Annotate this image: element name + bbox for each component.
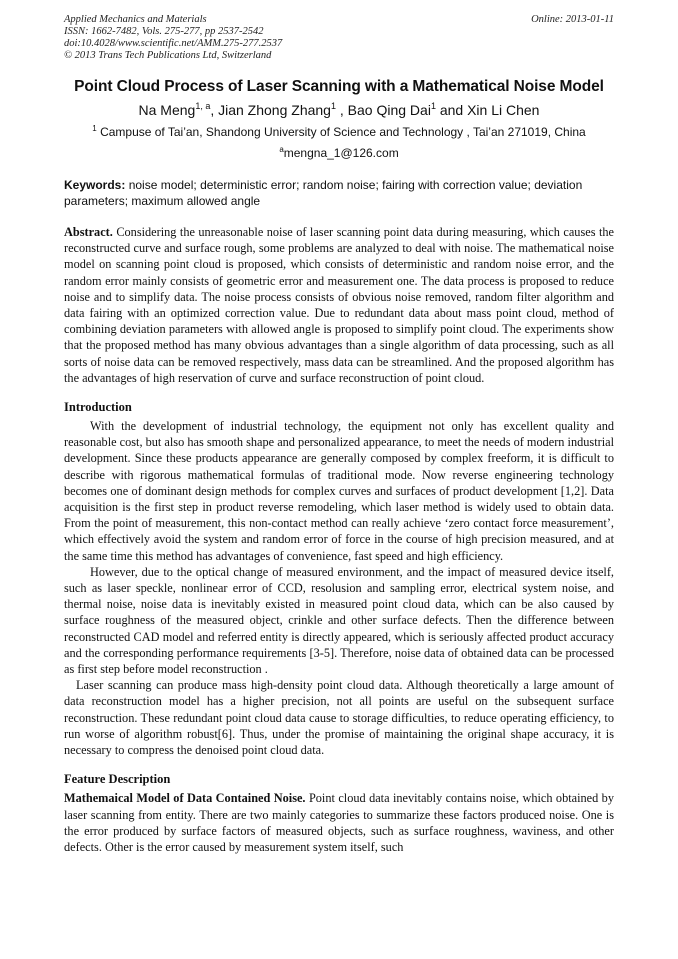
issn-line: ISSN: 1662-7482, Vols. 275-277, pp 2537-2542 (64, 26, 264, 37)
online-date: Online: 2013-01-11 (531, 14, 614, 25)
introduction-paragraph-3: Laser scanning can produce mass high-density point cloud data. Although theoretically a large amount of data reconstruction model has a higher precision, not all points are useful on the subsequent surface reconstruction. These redundant point cloud data cause to storage difficulties, to reduce operating efficiency, to run worse of algorithm robust[6]. Thus, under the promise of maintaining the original shape accuracy, it is necessary to compress the denoised point cloud data. (64, 678, 614, 758)
affiliation-text: Campuse of Tai’an, Shandong University of Science and Technology , Tai’an 271019, China (100, 125, 586, 139)
contact-email (64, 146, 614, 160)
masthead (64, 14, 614, 62)
author-affiliation-marker: 1, a (195, 101, 211, 111)
author-list (64, 102, 614, 118)
doi-line: doi:10.4028/www.scientific.net/AMM.275-277.2537 (64, 38, 283, 49)
author-separator: and (435, 102, 468, 118)
abstract (64, 224, 614, 386)
section-heading-introduction: Introduction (64, 400, 132, 415)
author-affiliation-marker: 1 (330, 101, 336, 111)
section-heading-feature-description: Feature Description (64, 772, 171, 787)
introduction-paragraph-2: However, due to the optical change of measured environment, and the impact of measured device itself, such as laser speckle, nonlinear error of CCD, resolusion and sampling error, electrical system noise, and thermal noise, noise data is inevitably existed in measured point cloud data, which can be also caused by surface roughness of the measured object, crinkle and other surface defects. Then the difference between reconstructed CAD model and referred entity is directly appeared, which is seriously affected product accuracy and the corresponding performance requirements [3-5]. Therefore, noise data of obtained data can be processed as first step before model reconstruction . (64, 564, 614, 677)
affiliation (64, 125, 614, 139)
author-name: Jian Zhong Zhang (218, 102, 331, 118)
copyright-line: © 2013 Trans Tech Publications Ltd, Switzerland (64, 50, 272, 61)
author-separator: , (335, 102, 348, 118)
introduction-section (64, 418, 614, 758)
subsection-label: Mathemaical Model of Data Contained Noise. (64, 791, 306, 806)
author-affiliation-marker: 1 (430, 101, 436, 111)
keywords (64, 177, 614, 209)
feature-paragraph-text: Point cloud data inevitably contains noise, which obtained by laser scanning from entity. There are two mainly categories to summarize these factors produced noise. One is the error produced by surface factors of measured objects, such as surface roughness, waviness, and other defects. Other is the error caused by measurement system itself, such (64, 791, 614, 854)
author-name: Xin Li Chen (467, 102, 540, 118)
email-marker: a (279, 145, 284, 154)
paper-page (64, 14, 614, 855)
affiliation-marker: 1 (92, 124, 97, 133)
journal-name: Applied Mechanics and Materials (64, 14, 207, 25)
keywords-label: Keywords: (64, 178, 126, 192)
keywords-text: noise model; deterministic error; random noise; fairing with correction value; deviation parameters; maximum allowed angle (64, 178, 583, 208)
author-separator: , (210, 102, 219, 118)
abstract-label: Abstract. (64, 225, 113, 239)
abstract-text: Considering the unreasonable noise of laser scanning point data during measuring, which causes the reconstructed curve and surface rough, some problems are analyzed to deal with noise. The mathematical noise model on scanning point cloud is proposed, which consists of deterministic and random noise error, and the random error mainly consists of geometric error and measurement one. The data process is proposed to reduce noise and to simplify data. The noise process consists of obvious noise removed, random filter algorithm and data fairing with an optimized correction value. Due to redundant data about mass point cloud, method of combining deviation parameters with allowed angle is proposed to simplify point cloud. The experiments show that the proposed method has many obvious advantages than a single algorithm of data processing, such as all sorts of noise data can be removed respectively, mass data can be streamlined. And the proposed algorithm has the advantages of high reservation of curve and surface reconstruction of point cloud. (64, 225, 614, 385)
email-address: mengna_1@126.com (283, 146, 399, 160)
paper-title: Point Cloud Process of Laser Scanning with a Mathematical Noise Model (74, 78, 604, 95)
feature-section (64, 790, 614, 855)
author-name: Bao Qing Dai (347, 102, 431, 118)
feature-paragraph-1 (64, 790, 614, 855)
introduction-paragraph-1: With the development of industrial technology, the equipment not only has excellent quality and reasonable cost, but also has smooth shape and personalized appearance, to meet the needs of modern industrial development. Since these products appearance are generally composed by complex freeform, it is difficult to describe with rigorous mathematical formulas of traditional mode. Now reverse engineering technology becomes one of dominant design methods for complex curves and surfaces of product development [1,2]. Data acquisition is the first step in product reverse remodeling, which laser method is widely used to obtain data. From the point of measurement, this non-contact method can really achieve ‘zero contact force measurement’, which effectively avoid the system and random error of force in the course of high precision measured, and at the same time this method has advantages of convenience, fast speed and high efficiency. (64, 419, 614, 563)
author-name: Na Meng (138, 102, 196, 118)
